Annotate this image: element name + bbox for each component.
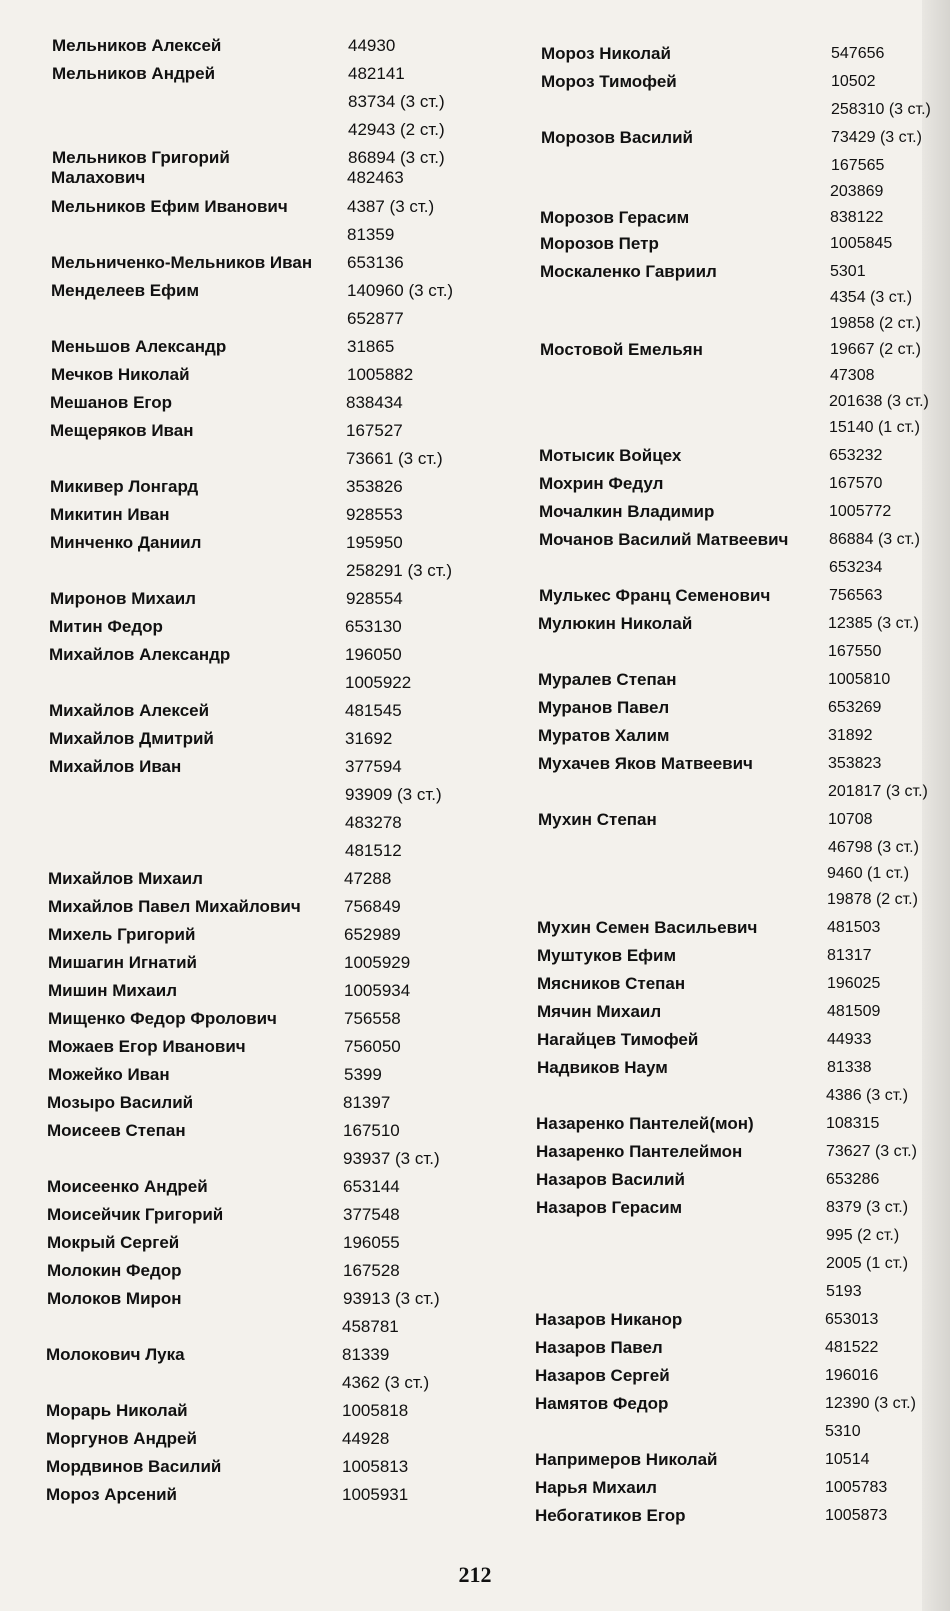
person-name: Назаренко Пантелеймон	[536, 1142, 743, 1161]
list-item	[485, 1112, 950, 1136]
person-name: Мулюкин Николай	[538, 614, 693, 633]
record-number: 167550	[828, 643, 882, 660]
list-item	[485, 390, 950, 414]
record-number: 196016	[825, 1367, 879, 1384]
person-name: Малахович	[51, 168, 146, 187]
record-number: 1005845	[830, 235, 893, 252]
list-item	[485, 862, 950, 886]
list-item	[0, 923, 485, 947]
person-name: Микивер Лонгард	[50, 477, 199, 496]
list-item	[0, 1091, 485, 1115]
person-name: Небогатиков Егор	[535, 1506, 686, 1525]
record-number: 167565	[831, 157, 885, 174]
person-name: Мячин Михаил	[537, 1002, 662, 1021]
record-number: 377548	[343, 1205, 400, 1224]
person-name: Напримеров Николай	[535, 1450, 718, 1469]
list-item	[485, 1308, 950, 1332]
person-name: Муралев Степан	[538, 670, 677, 689]
list-item	[485, 916, 950, 940]
list-item	[485, 286, 950, 310]
list-item	[485, 154, 950, 178]
person-name: Муранов Павел	[538, 698, 670, 717]
list-item	[485, 364, 950, 388]
record-number: 10514	[825, 1451, 870, 1468]
person-name: Можейко Иван	[48, 1065, 170, 1084]
record-number: 73429 (3 ст.)	[831, 129, 922, 146]
list-item	[485, 1084, 950, 1108]
record-number: 42943 (2 ст.)	[348, 120, 445, 139]
person-name: Мещеряков Иван	[50, 421, 194, 440]
list-item	[485, 1420, 950, 1444]
record-number: 756558	[344, 1009, 401, 1028]
record-number: 47308	[830, 367, 875, 384]
list-item	[0, 1315, 485, 1339]
list-item	[485, 312, 950, 336]
list-item	[485, 1476, 950, 1500]
person-name: Моргунов Андрей	[46, 1429, 197, 1448]
list-item	[0, 1427, 485, 1451]
person-name: Мечков Николай	[51, 365, 190, 384]
record-number: 93909 (3 ст.)	[345, 785, 442, 804]
list-item	[0, 166, 485, 190]
person-name: Мишагин Игнатий	[48, 953, 198, 972]
record-number: 93913 (3 ст.)	[343, 1289, 440, 1308]
list-item	[0, 279, 485, 303]
record-number: 481503	[827, 919, 881, 936]
list-item	[0, 727, 485, 751]
person-name: Моисейчик Григорий	[47, 1205, 224, 1224]
record-number: 928554	[346, 589, 403, 608]
person-name: Мухачев Яков Матвеевич	[538, 754, 753, 773]
list-item	[485, 696, 950, 720]
page-number: 212	[458, 1562, 492, 1587]
record-number: 838122	[830, 209, 884, 226]
record-number: 653013	[825, 1311, 879, 1328]
record-number: 196055	[343, 1233, 400, 1252]
record-number: 258291 (3 ст.)	[346, 561, 453, 580]
record-number: 10502	[831, 73, 876, 90]
person-name: Назаров Сергей	[535, 1366, 670, 1385]
list-item	[0, 1455, 485, 1479]
person-name: Михайлов Иван	[49, 757, 182, 776]
record-number: 8379 (3 ст.)	[826, 1199, 909, 1216]
list-item	[485, 98, 950, 122]
person-name: Намятов Федор	[535, 1394, 669, 1413]
record-number: 46798 (3 ст.)	[828, 839, 919, 856]
person-name: Мордвинов Василий	[46, 1457, 222, 1476]
person-name: Молоков Мирон	[47, 1289, 182, 1308]
list-item	[0, 615, 485, 639]
person-name: Назаров Никанор	[535, 1310, 683, 1329]
list-item	[485, 206, 950, 230]
person-name: Москаленко Гавриил	[540, 262, 717, 281]
list-item	[0, 90, 485, 114]
person-name: Муратов Халим	[538, 726, 670, 745]
list-item	[485, 232, 950, 256]
person-name: Муштуков Ефим	[537, 946, 677, 965]
record-number: 4354 (3 ст.)	[830, 289, 913, 306]
list-item	[485, 836, 950, 860]
list-item	[485, 472, 950, 496]
list-item	[485, 1056, 950, 1080]
list-item	[0, 475, 485, 499]
record-number: 483278	[345, 813, 402, 832]
person-name: Назаренко Пантелей(мон)	[536, 1114, 754, 1133]
record-number: 756050	[344, 1037, 401, 1056]
list-item	[485, 1504, 950, 1528]
record-number: 83734 (3 ст.)	[348, 92, 445, 111]
record-number: 31892	[828, 727, 873, 744]
list-item	[485, 500, 950, 524]
list-item	[0, 1147, 485, 1171]
person-name: Менделеев Ефим	[51, 281, 200, 300]
record-number: 81397	[343, 1093, 391, 1112]
list-item	[485, 180, 950, 204]
list-item	[0, 951, 485, 975]
record-number: 653130	[345, 617, 402, 636]
list-item	[0, 251, 485, 275]
list-item	[0, 811, 485, 835]
record-number: 19667 (2 ст.)	[830, 341, 921, 358]
record-number: 167527	[346, 421, 403, 440]
list-item	[485, 944, 950, 968]
record-number: 653234	[829, 559, 883, 576]
list-item	[0, 1175, 485, 1199]
record-number: 12390 (3 ст.)	[825, 1395, 916, 1412]
record-number: 653269	[828, 699, 882, 716]
list-item	[485, 1280, 950, 1304]
list-item	[0, 1259, 485, 1283]
person-name: Мельников Алексей	[52, 36, 222, 55]
person-name: Михайлов Александр	[49, 645, 231, 664]
list-item	[0, 783, 485, 807]
record-number: 19878 (2 ст.)	[827, 891, 918, 908]
record-number: 31692	[345, 729, 393, 748]
person-name: Мохрин Федул	[539, 474, 664, 493]
record-number: 86884 (3 ст.)	[829, 531, 920, 548]
record-number: 5399	[344, 1065, 382, 1084]
record-number: 4386 (3 ст.)	[826, 1087, 909, 1104]
record-number: 1005873	[825, 1507, 888, 1524]
list-item	[485, 260, 950, 284]
record-number: 81339	[342, 1345, 390, 1364]
record-number: 12385 (3 ст.)	[828, 615, 919, 632]
record-number: 5301	[830, 263, 866, 280]
list-item	[0, 699, 485, 723]
record-number: 81317	[827, 947, 872, 964]
list-item	[485, 1448, 950, 1472]
record-number: 15140 (1 ст.)	[829, 419, 920, 436]
record-number: 652877	[347, 309, 404, 328]
list-item	[0, 755, 485, 779]
person-name: Мозыро Василий	[47, 1093, 194, 1112]
list-item	[0, 223, 485, 247]
person-name: Мотысик Войцех	[539, 446, 682, 465]
list-item	[0, 419, 485, 443]
person-name: Михайлов Павел Михайлович	[48, 897, 301, 916]
list-item	[485, 972, 950, 996]
person-name: Мищенко Федор Фролович	[48, 1009, 277, 1028]
record-number: 482463	[347, 168, 404, 187]
person-name: Назаров Герасим	[536, 1198, 683, 1217]
list-item	[485, 1252, 950, 1276]
record-number: 31865	[347, 337, 395, 356]
person-name: Минченко Даниил	[50, 533, 202, 552]
person-name: Михель Григорий	[48, 925, 196, 944]
record-number: 195950	[346, 533, 403, 552]
record-number: 196050	[345, 645, 402, 664]
list-item	[485, 612, 950, 636]
record-number: 482141	[348, 64, 405, 83]
list-item	[0, 979, 485, 1003]
list-item	[0, 1343, 485, 1367]
person-name: Нарья Михаил	[535, 1478, 657, 1497]
list-item	[0, 1483, 485, 1507]
record-number: 196025	[827, 975, 881, 992]
list-item	[0, 643, 485, 667]
list-item	[0, 1371, 485, 1395]
list-item	[0, 195, 485, 219]
person-name: Мясников Степан	[537, 974, 686, 993]
person-name: Молокович Лука	[46, 1345, 185, 1364]
list-item	[0, 391, 485, 415]
list-item	[0, 531, 485, 555]
list-item	[0, 839, 485, 863]
record-number: 73661 (3 ст.)	[346, 449, 443, 468]
record-number: 1005810	[828, 671, 891, 688]
list-item	[485, 1028, 950, 1052]
person-name: Мельников Ефим Иванович	[51, 197, 288, 216]
record-number: 653144	[343, 1177, 400, 1196]
record-number: 140960 (3 ст.)	[347, 281, 454, 300]
list-item	[0, 1007, 485, 1031]
list-item	[485, 70, 950, 94]
record-number: 86894 (3 ст.)	[348, 148, 445, 167]
list-item	[485, 1000, 950, 1024]
person-name: Мочанов Василий Матвеевич	[539, 530, 789, 549]
record-number: 1005813	[342, 1457, 409, 1476]
record-number: 653232	[829, 447, 883, 464]
list-item	[0, 503, 485, 527]
record-number: 167510	[343, 1121, 400, 1140]
list-item	[485, 1196, 950, 1220]
record-number: 481545	[345, 701, 402, 720]
record-number: 481512	[345, 841, 402, 860]
record-number: 1005922	[345, 673, 412, 692]
list-item	[485, 1392, 950, 1416]
record-number: 353823	[828, 755, 882, 772]
list-item	[0, 62, 485, 86]
record-number: 1005818	[342, 1401, 409, 1420]
record-number: 81359	[347, 225, 395, 244]
list-item	[485, 668, 950, 692]
list-item	[485, 1224, 950, 1248]
list-item	[0, 118, 485, 142]
list-item	[0, 895, 485, 919]
list-item	[485, 416, 950, 440]
record-number: 5193	[826, 1283, 862, 1300]
record-number: 1005931	[342, 1485, 409, 1504]
list-item	[485, 42, 950, 66]
list-item	[0, 1203, 485, 1227]
person-name: Мельниченко-Мельников Иван	[51, 253, 313, 272]
person-name: Мельников Андрей	[52, 64, 216, 83]
person-name: Мочалкин Владимир	[539, 502, 715, 521]
list-item	[0, 1035, 485, 1059]
record-number: 4362 (3 ст.)	[342, 1373, 430, 1392]
list-item	[485, 1168, 950, 1192]
person-name: Михайлов Алексей	[49, 701, 210, 720]
record-number: 19858 (2 ст.)	[830, 315, 921, 332]
record-number: 458781	[342, 1317, 399, 1336]
person-name: Морозов Герасим	[540, 208, 690, 227]
record-number: 377594	[345, 757, 402, 776]
list-item	[0, 1399, 485, 1423]
list-item	[0, 671, 485, 695]
person-name: Нагайцев Тимофей	[537, 1030, 699, 1049]
list-item	[485, 1140, 950, 1164]
list-item	[0, 335, 485, 359]
person-name: Назаров Павел	[535, 1338, 663, 1357]
list-item	[485, 752, 950, 776]
record-number: 653286	[826, 1171, 880, 1188]
record-number: 44928	[342, 1429, 390, 1448]
person-name: Молокин Федор	[47, 1261, 182, 1280]
record-number: 547656	[831, 45, 885, 62]
person-name: Мухин Степан	[538, 810, 657, 829]
list-item	[485, 584, 950, 608]
person-name: Миронов Михаил	[50, 589, 196, 608]
record-number: 928553	[346, 505, 403, 524]
person-name: Морарь Николай	[46, 1401, 188, 1420]
record-number: 201638 (3 ст.)	[829, 393, 929, 410]
record-number: 5310	[825, 1423, 861, 1440]
person-name: Мулькес Франц Семенович	[539, 586, 771, 605]
person-name: Можаев Егор Иванович	[48, 1037, 246, 1056]
list-item	[485, 808, 950, 832]
list-item	[485, 556, 950, 580]
person-name: Морозов Петр	[540, 234, 659, 253]
record-number: 756563	[829, 587, 883, 604]
list-item	[0, 1119, 485, 1143]
person-name: Мишин Михаил	[48, 981, 177, 1000]
list-item	[485, 640, 950, 664]
record-number: 44933	[827, 1031, 872, 1048]
list-item	[0, 1063, 485, 1087]
list-item	[0, 307, 485, 331]
person-name: Мухин Семен Васильевич	[537, 918, 758, 937]
list-item	[485, 528, 950, 552]
person-name: Моисеенко Андрей	[47, 1177, 208, 1196]
person-name: Меньшов Александр	[51, 337, 227, 356]
record-number: 995 (2 ст.)	[826, 1227, 900, 1244]
person-name: Моисеев Степан	[47, 1121, 186, 1140]
list-item	[485, 1336, 950, 1360]
list-item	[485, 126, 950, 150]
list-item	[0, 34, 485, 58]
person-name: Мельников Григорий	[52, 148, 230, 167]
record-number: 203869	[830, 183, 884, 200]
record-number: 1005783	[825, 1479, 888, 1496]
record-number: 93937 (3 ст.)	[343, 1149, 440, 1168]
list-item	[0, 1231, 485, 1255]
person-name: Микитин Иван	[50, 505, 170, 524]
record-number: 353826	[346, 477, 403, 496]
record-number: 1005772	[829, 503, 892, 520]
list-item	[0, 363, 485, 387]
record-number: 653136	[347, 253, 404, 272]
record-number: 81338	[827, 1059, 872, 1076]
list-item	[0, 587, 485, 611]
person-name: Мокрый Сергей	[47, 1233, 180, 1252]
record-number: 1005934	[344, 981, 411, 1000]
record-number: 44930	[348, 36, 396, 55]
record-number: 9460 (1 ст.)	[827, 865, 910, 882]
list-item	[485, 444, 950, 468]
person-name: Мороз Николай	[541, 44, 671, 63]
record-number: 201817 (3 ст.)	[828, 783, 928, 800]
record-number: 258310 (3 ст.)	[831, 101, 931, 118]
person-name: Мороз Тимофей	[541, 72, 677, 91]
record-number: 2005 (1 ст.)	[826, 1255, 909, 1272]
record-number: 47288	[344, 869, 392, 888]
record-number: 167528	[343, 1261, 400, 1280]
record-number: 652989	[344, 925, 401, 944]
record-number: 10708	[828, 811, 873, 828]
person-name: Мостовой Емельян	[540, 340, 703, 359]
person-name: Назаров Василий	[536, 1170, 685, 1189]
person-name: Мешанов Егор	[50, 393, 173, 412]
list-item	[0, 1287, 485, 1311]
record-number: 73627 (3 ст.)	[826, 1143, 917, 1160]
person-name: Михайлов Дмитрий	[49, 729, 214, 748]
person-name: Митин Федор	[49, 617, 163, 636]
record-number: 838434	[346, 393, 403, 412]
record-number: 1005882	[347, 365, 414, 384]
list-item	[0, 559, 485, 583]
record-number: 4387 (3 ст.)	[347, 197, 435, 216]
list-item	[485, 780, 950, 804]
person-name: Михайлов Михаил	[48, 869, 203, 888]
person-name: Надвиков Наум	[537, 1058, 668, 1077]
list-item	[485, 724, 950, 748]
list-item	[485, 1364, 950, 1388]
record-number: 108315	[826, 1115, 880, 1132]
record-number: 481509	[827, 1003, 881, 1020]
record-number: 756849	[344, 897, 401, 916]
person-name: Морозов Василий	[541, 128, 694, 147]
record-number: 167570	[829, 475, 883, 492]
list-item	[485, 888, 950, 912]
list-item	[485, 338, 950, 362]
list-item	[0, 867, 485, 891]
record-number: 481522	[825, 1339, 879, 1356]
person-name: Мороз Арсений	[46, 1485, 178, 1504]
list-item	[0, 447, 485, 471]
record-number: 1005929	[344, 953, 411, 972]
